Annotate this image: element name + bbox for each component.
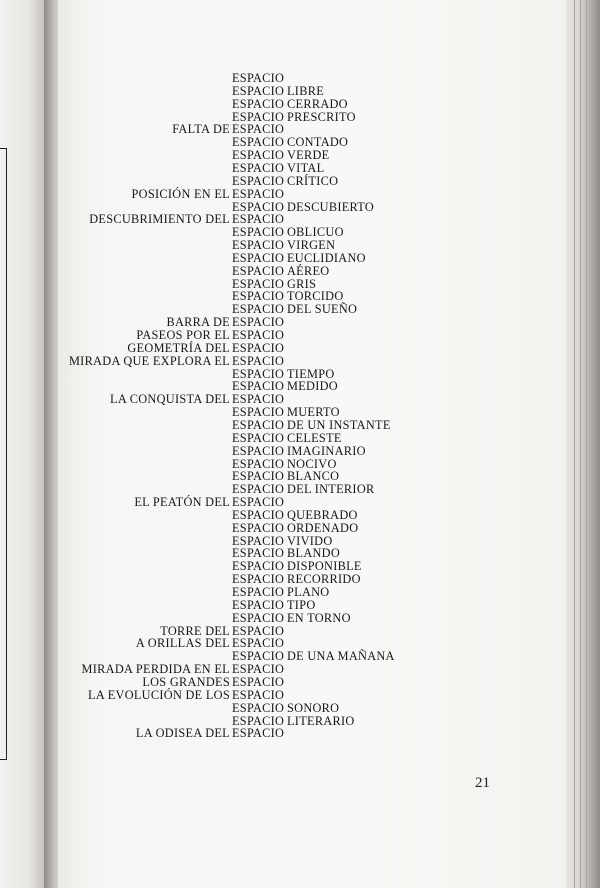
line-suffix: EN TORNO bbox=[287, 610, 351, 625]
line-suffix: AÉREO bbox=[287, 263, 330, 278]
line-word: ESPACIO bbox=[232, 559, 285, 574]
line-word: ESPACIO bbox=[232, 546, 285, 561]
poem-line bbox=[0, 509, 600, 522]
line-word: ESPACIO bbox=[232, 417, 285, 432]
poem-line bbox=[0, 625, 600, 638]
line-prefix: LA CONQUISTA DEL bbox=[110, 392, 230, 407]
line-word: ESPACIO bbox=[232, 109, 285, 124]
line-word: ESPACIO bbox=[232, 238, 285, 253]
line-word: ESPACIO bbox=[232, 160, 285, 175]
line-suffix: GRIS bbox=[287, 276, 317, 291]
poem-line bbox=[0, 342, 600, 355]
poem-line bbox=[0, 727, 600, 740]
poem-line bbox=[0, 329, 600, 342]
line-word: ESPACIO bbox=[232, 636, 285, 651]
line-prefix: TORRE DEL bbox=[160, 623, 230, 638]
line-word: ESPACIO bbox=[232, 148, 285, 163]
line-word: ESPACIO bbox=[232, 263, 285, 278]
line-word: ESPACIO bbox=[232, 572, 285, 587]
line-suffix: VITAL bbox=[287, 160, 325, 175]
poem-line bbox=[0, 303, 600, 316]
poem-line bbox=[0, 162, 600, 175]
line-word: ESPACIO bbox=[232, 520, 285, 535]
line-word: ESPACIO bbox=[232, 379, 285, 394]
line-suffix: EUCLIDIANO bbox=[287, 250, 366, 265]
poem-line bbox=[0, 522, 600, 535]
line-prefix: PASEOS POR EL bbox=[136, 328, 230, 342]
line-suffix: BLANDO bbox=[287, 546, 341, 561]
line-suffix: CERRADO bbox=[287, 96, 348, 111]
line-word: ESPACIO bbox=[232, 96, 285, 111]
line-word: ESPACIO bbox=[232, 83, 285, 98]
line-suffix: TIPO bbox=[287, 597, 316, 612]
line-suffix: DEL INTERIOR bbox=[287, 482, 375, 497]
poem-line bbox=[0, 715, 600, 728]
poem-line bbox=[0, 612, 600, 625]
line-suffix: DISPONIBLE bbox=[287, 559, 362, 574]
line-word: ESPACIO bbox=[232, 662, 285, 677]
line-word: ESPACIO bbox=[232, 289, 285, 304]
line-suffix: QUEBRADO bbox=[287, 507, 358, 522]
line-word: ESPACIO bbox=[232, 405, 285, 420]
poem-line bbox=[0, 676, 600, 689]
line-prefix: LOS GRANDES bbox=[142, 674, 230, 689]
line-suffix: DE UNA MAÑANA bbox=[287, 649, 395, 664]
line-prefix: POSICIÓN EN EL bbox=[131, 186, 230, 201]
line-prefix: BARRA DE bbox=[166, 315, 230, 330]
line-word: ESPACIO bbox=[232, 199, 285, 214]
line-suffix: IMAGINARIO bbox=[287, 443, 366, 458]
poem-line bbox=[0, 483, 600, 496]
line-suffix: PRESCRITO bbox=[287, 109, 356, 124]
line-word: ESPACIO bbox=[232, 328, 285, 342]
line-word: ESPACIO bbox=[232, 610, 285, 625]
poem-line bbox=[0, 175, 600, 188]
line-word: ESPACIO bbox=[232, 71, 285, 85]
line-suffix: MUERTO bbox=[287, 405, 340, 420]
line-suffix: RECORRIDO bbox=[287, 572, 361, 587]
poem-line bbox=[0, 445, 600, 458]
line-suffix: MEDIDO bbox=[287, 379, 338, 394]
poem-line bbox=[0, 355, 600, 368]
line-word: ESPACIO bbox=[232, 430, 285, 445]
line-suffix: LIBRE bbox=[287, 83, 325, 98]
poem-line bbox=[0, 663, 600, 676]
line-word: ESPACIO bbox=[232, 276, 285, 291]
poem-line bbox=[0, 316, 600, 329]
line-word: ESPACIO bbox=[232, 225, 285, 240]
poem-line bbox=[0, 98, 600, 111]
line-prefix: MIRADA PERDIDA EN EL bbox=[81, 662, 230, 677]
line-word: ESPACIO bbox=[232, 135, 285, 150]
poem-line bbox=[0, 689, 600, 702]
poem-line bbox=[0, 85, 600, 98]
line-word: ESPACIO bbox=[232, 700, 285, 715]
line-suffix: CELESTE bbox=[287, 430, 342, 445]
line-suffix: DEL SUEÑO bbox=[287, 302, 358, 317]
line-suffix: VERDE bbox=[287, 148, 330, 163]
line-word: ESPACIO bbox=[232, 495, 285, 510]
line-word: ESPACIO bbox=[232, 456, 285, 471]
line-suffix: CRÍTICO bbox=[287, 173, 339, 188]
poem-line bbox=[0, 111, 600, 124]
line-word: ESPACIO bbox=[232, 340, 285, 355]
line-prefix: LA ODISEA DEL bbox=[135, 726, 230, 741]
line-word: ESPACIO bbox=[232, 713, 285, 728]
poem-line bbox=[0, 599, 600, 612]
line-suffix: TIEMPO bbox=[287, 366, 335, 381]
line-prefix: MIRADA QUE EXPLORA EL bbox=[68, 353, 230, 368]
line-word: ESPACIO bbox=[232, 726, 285, 741]
line-word: ESPACIO bbox=[232, 212, 285, 227]
line-suffix: PLANO bbox=[287, 585, 330, 599]
poem-line bbox=[0, 419, 600, 432]
line-word: ESPACIO bbox=[232, 173, 285, 188]
line-suffix: LITERARIO bbox=[287, 713, 355, 728]
line-suffix: ORDENADO bbox=[287, 520, 359, 535]
line-suffix: OBLICUO bbox=[287, 225, 344, 240]
line-word: ESPACIO bbox=[232, 674, 285, 689]
line-suffix: VIRGEN bbox=[287, 238, 336, 253]
page-number: 21 bbox=[475, 775, 490, 791]
line-prefix: FALTA DE bbox=[172, 122, 230, 137]
line-word: ESPACIO bbox=[232, 482, 285, 497]
line-word: ESPACIO bbox=[232, 585, 285, 599]
line-word: ESPACIO bbox=[232, 533, 285, 548]
line-word: ESPACIO bbox=[232, 302, 285, 317]
line-suffix: SONORO bbox=[287, 700, 340, 715]
line-suffix: DE UN INSTANTE bbox=[287, 417, 391, 432]
line-word: ESPACIO bbox=[232, 623, 285, 638]
line-word: ESPACIO bbox=[232, 507, 285, 522]
line-suffix: BLANCO bbox=[287, 469, 340, 484]
line-suffix: TORCIDO bbox=[287, 289, 344, 304]
line-word: ESPACIO bbox=[232, 597, 285, 612]
line-suffix: CONTADO bbox=[287, 135, 349, 150]
poem-line bbox=[0, 702, 600, 715]
line-prefix: A ORILLAS DEL bbox=[135, 636, 230, 651]
line-word: ESPACIO bbox=[232, 687, 285, 702]
line-word: ESPACIO bbox=[232, 469, 285, 484]
line-suffix: NOCIVO bbox=[287, 456, 337, 471]
line-word: ESPACIO bbox=[232, 186, 285, 201]
line-word: ESPACIO bbox=[232, 315, 285, 330]
line-suffix: DESCUBIERTO bbox=[287, 199, 375, 214]
poem-line bbox=[0, 252, 600, 265]
line-word: ESPACIO bbox=[232, 353, 285, 368]
line-prefix: GEOMETRÍA DEL bbox=[127, 340, 230, 355]
poem-line bbox=[0, 265, 600, 278]
line-word: ESPACIO bbox=[232, 366, 285, 381]
line-suffix: VIVIDO bbox=[287, 533, 333, 548]
line-word: ESPACIO bbox=[232, 443, 285, 458]
line-word: ESPACIO bbox=[232, 649, 285, 664]
line-prefix: LA EVOLUCIÓN DE LOS bbox=[88, 687, 230, 702]
line-word: ESPACIO bbox=[232, 250, 285, 265]
poem-line bbox=[0, 188, 600, 201]
line-word: ESPACIO bbox=[232, 392, 285, 407]
poem-line bbox=[0, 432, 600, 445]
line-word: ESPACIO bbox=[232, 122, 285, 137]
line-prefix: EL PEATÓN DEL bbox=[134, 495, 230, 510]
poem-line bbox=[0, 380, 600, 393]
line-prefix: DESCUBRIMIENTO DEL bbox=[89, 212, 230, 227]
